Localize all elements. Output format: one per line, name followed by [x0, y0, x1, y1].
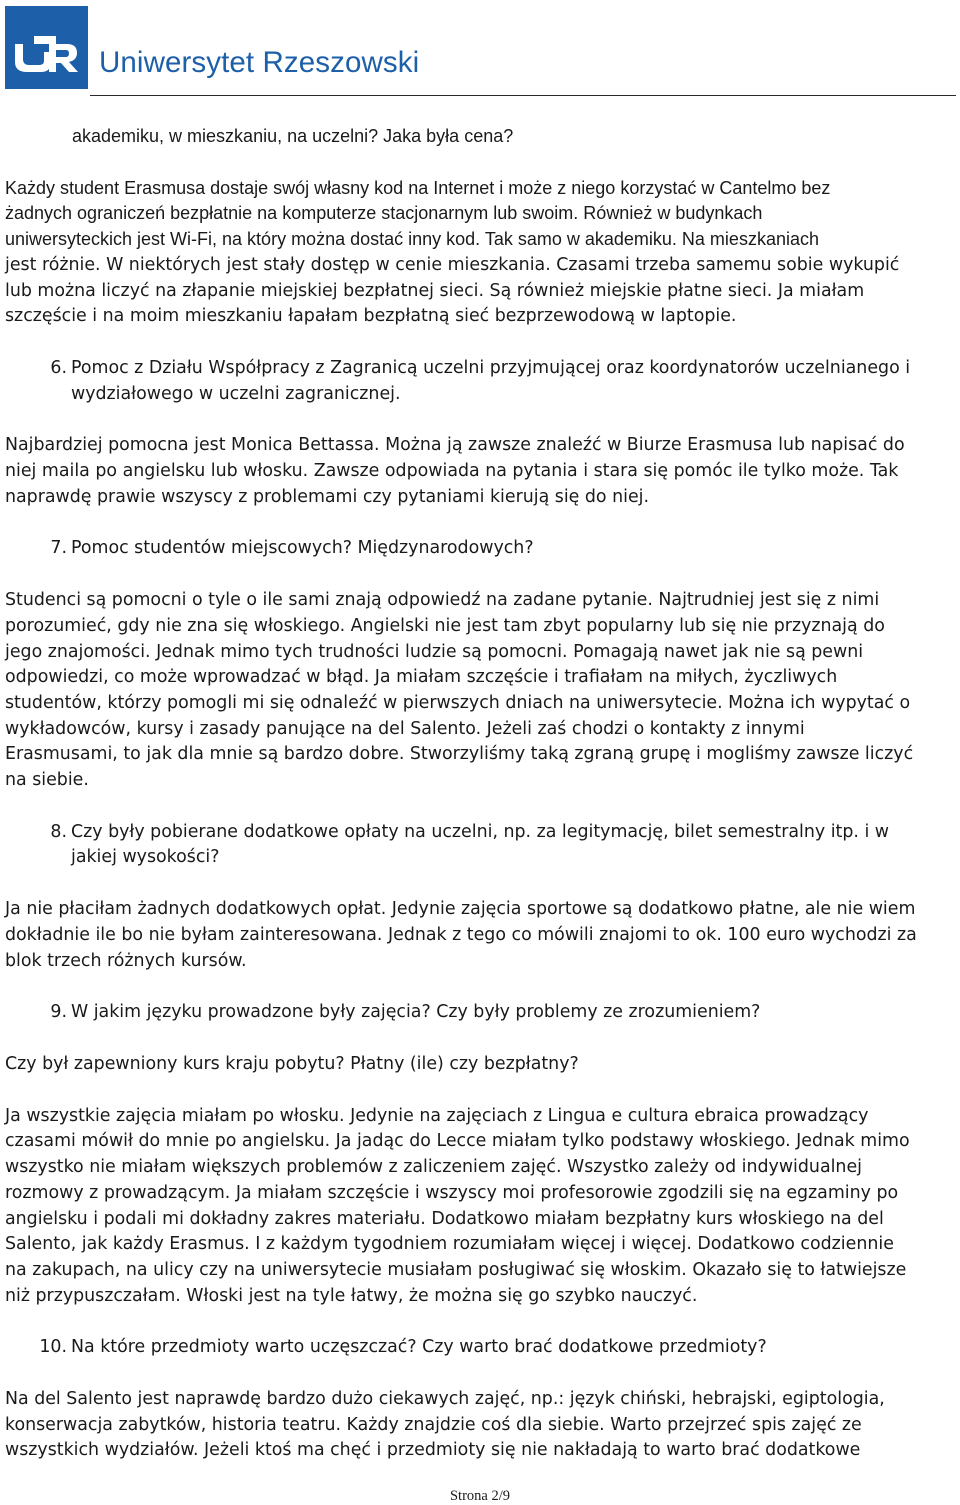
question-8: 8. Czy były pobierane dodatkowe opłaty na uczelni, np. za legitymację, bilet semestralny itp. i w jakiej wysokości? — [50, 821, 890, 868]
answer-line: na zakupach, na ulicy czy na uniwersytecie musiałam posługiwać się włoskim. Okazało się to łatwiejsze — [5, 1259, 907, 1280]
answer-line: rozmowy z prowadzącym. Ja miałam szczęście i wszyscy moi profesorowie zgodzili się na egzaminy po — [5, 1182, 899, 1203]
answer-line: lub można liczyć na złapanie miejskiej bezpłatnej sieci. Są również miejskie płatne sieci. Ja miałam — [5, 280, 865, 301]
answer-line: jego znajomości. Jednak mimo tych trudności ludzie są pomocni. Pomagają nawet jak nie są pewni — [5, 641, 864, 662]
answer-7 — [5, 588, 958, 794]
question-number: 8. — [50, 821, 67, 842]
answer-line: Na del Salento jest naprawdę bardzo dużo ciekawych zajęć, np.: język chiński, hebrajski, egiptologia, — [5, 1389, 885, 1410]
question-5-tail: akademiku, w mieszkaniu, na uczelni? Jaka była cena? — [72, 126, 514, 146]
answer-line: Najbardziej pomocna jest Monica Bettassa. Można ją zawsze znaleźć w Biurze Erasmusa lub napisać do — [5, 435, 905, 456]
question-6: 6. Pomoc z Działu Współpracy z Zagranicą uczelni przyjmującej oraz koordynatorów uczelnianego i wydziałowego w uczelni zagranicznej. — [50, 357, 911, 404]
answer-line: szczęście i na moim mieszkaniu łapałam bezpłatną sieć bezprzewodową w laptopie. — [5, 306, 737, 327]
question-9: 9. W jakim języku prowadzone były zajęcia? Czy były problemy ze zrozumieniem? — [5, 1000, 958, 1026]
question-9-sub: Czy był zapewniony kurs kraju pobytu? Płatny (ile) czy bezpłatny? — [5, 1053, 579, 1074]
answer-line: dokładnie ile bo nie byłam zainteresowana. Jednak z tego co mówili znajomi to ok. 100 euro wychodzi za — [5, 924, 917, 945]
question-number: 10. — [39, 1337, 67, 1358]
answer-line: blok trzech różnych kursów. — [5, 950, 247, 971]
question-number: 9. — [50, 1002, 67, 1023]
answer-line: Ja wszystkie zajęcia miałam po włosku. Jedynie na zajęciach z Lingua e cultura ebraica prowadzący — [5, 1105, 869, 1126]
question-7: 7. Pomoc studentów miejscowych? Międzynarodowych? — [5, 536, 958, 562]
answer-line: Studenci są pomocni o tyle o ile sami znają odpowiedź na zadane pytanie. Najtrudniej jest się z nimi — [5, 590, 880, 611]
answer-line: Salento, jak każdy Erasmus. I z każdym tygodniem rozumiałam więcej i więcej. Dodatkowo codziennie — [5, 1234, 894, 1255]
page-number: Strona 2/9 — [449, 1488, 510, 1504]
answer-5 — [5, 176, 958, 330]
answer-line: odpowiedzi, co może wprowadzać w błąd. Ja miałam szczęście i trafiałam na miłych, życzliwych — [5, 667, 838, 688]
answer-line: jest różnie. W niektórych jest stały dostęp w cenie mieszkania. Czasami trzeba samemu sobie wykupić — [5, 254, 900, 275]
answer-line: wszystkich wydziałów. Jeżeli ktoś ma chęć i przedmioty się nie nakładają to warto brać dodatkowe — [5, 1440, 861, 1461]
question-10: 10. Na które przedmioty warto uczęszczać? Czy warto brać dodatkowe przedmioty? — [5, 1335, 958, 1361]
answer-line: Każdy student Erasmusa dostaje swój własny kod na Internet i może z niego korzystać w Cantelmo bez — [5, 177, 831, 198]
answer-line: żadnych ograniczeń bezpłatnie na komputerze stacjonarnym lub swoim. Również w budynkach — [5, 203, 763, 224]
answer-6 — [5, 433, 958, 510]
question-number: 6. — [50, 357, 67, 378]
answer-line: na siebie. — [5, 770, 89, 791]
answer-line: niż przypuszczałam. Włoski jest na tyle łatwy, że można się go szybko nauczyć. — [5, 1285, 698, 1306]
answer-line: angielsku i podali mi dokładny zakres materiału. Dodatkowo miałam bezpłatny kurs włoskiego na del — [5, 1208, 884, 1229]
question-number: 7. — [50, 538, 67, 559]
answer-line: wykładowców, kursy i zasady panujące na del Salento. Jeżeli zaś chodzi o kontakty z innymi — [5, 718, 805, 739]
answer-line: niej maila po angielsku lub włosku. Zawsze odpowiada na pytania i stara się pomóc ile tylko może. Tak — [5, 461, 899, 482]
answer-line: studentów, którzy pomogli mi się odnaleźć w pierwszych dniach na uniwersytecie. Można ich wypytać o — [5, 692, 911, 713]
page-header — [0, 0, 960, 100]
answer-line: porozumieć, gdy nie zna się włoskiego. Angielski nie jest tam zbyt popularny lub się nie przyznają do — [5, 615, 885, 636]
answer-line: uniwersyteckich jest Wi-Fi, na który można dostać inny kod. Tak samo w akademiku. Na mieszkaniach — [5, 229, 819, 250]
answer-10 — [5, 1387, 958, 1464]
header-divider — [90, 95, 956, 96]
answer-line: naprawdę prawie wszyscy z problemami czy pytaniami kierują się do niej. — [5, 486, 650, 507]
answer-line: Erasmusami, to jak dla mnie są bardzo dobre. Stworzyliśmy taką zgraną grupę i mogliśmy zawsze liczyć — [5, 744, 914, 765]
answer-line: czasami mówił do mnie po angielsku. Ja jadąc do Lecce miałam tylko podstawy włoskiego. Jednak mimo — [5, 1131, 910, 1152]
document-body — [5, 124, 958, 1464]
answer-line: konserwacja zabytków, historia teatru. Każdy znajdzie coś dla siebie. Warto przejrzeć spis zajęć ze — [5, 1414, 862, 1435]
answer-8 — [5, 897, 958, 974]
university-name: Uniwersytet Rzeszowski — [99, 46, 420, 79]
answer-line: Ja nie płaciłam żadnych dodatkowych opłat. Jedynie zajęcia sportowe są dodatkowo płatne, ale nie wiem — [5, 899, 916, 920]
answer-line: wszystko nie miałam większych problemów z zaliczeniem zajęć. Wszystko zależy od indywidualnej — [5, 1157, 862, 1178]
university-logo — [5, 6, 88, 89]
answer-9 — [5, 1104, 958, 1310]
